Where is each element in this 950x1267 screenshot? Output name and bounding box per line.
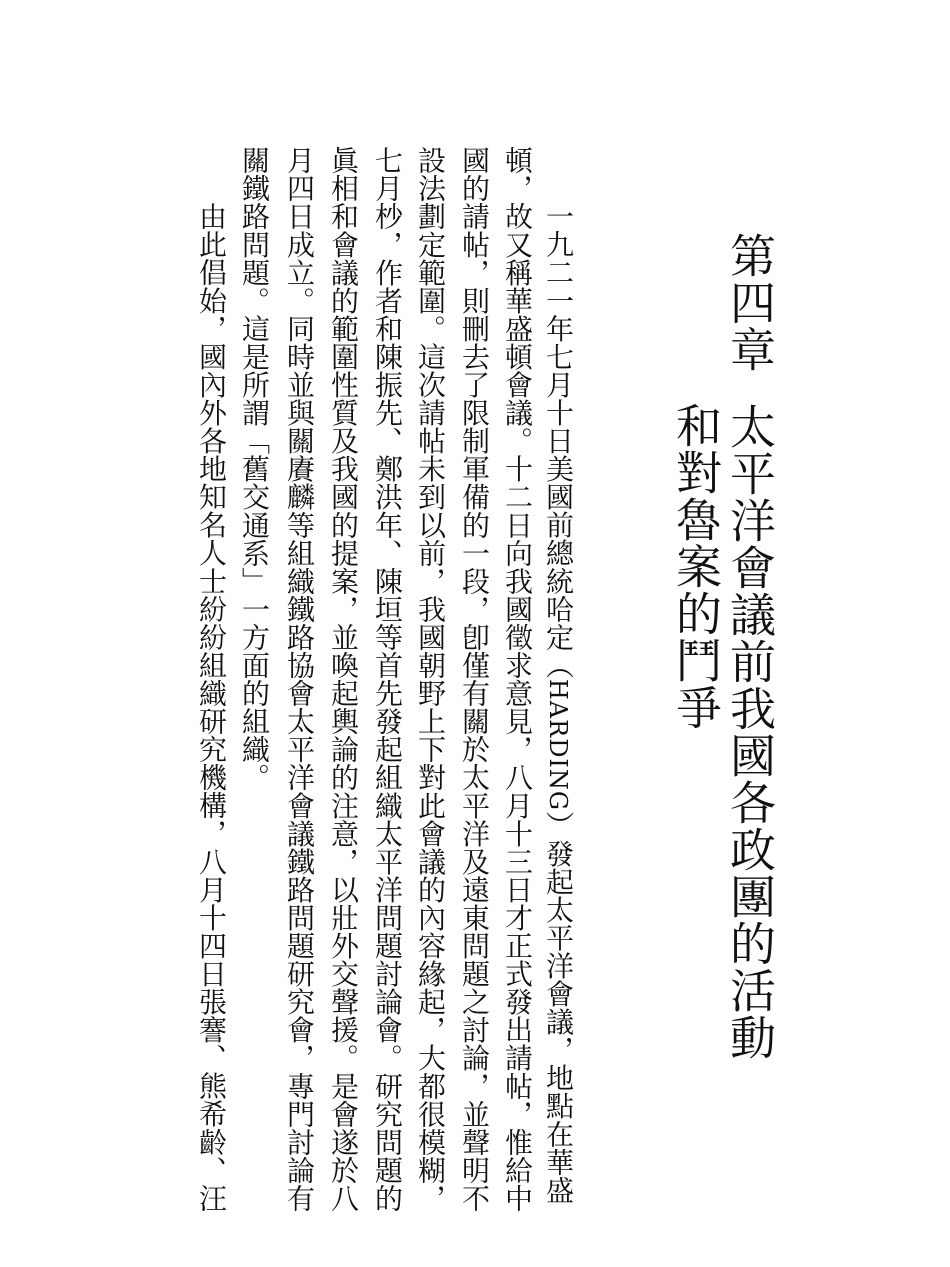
- body-line-3: 國的請帖，則刪去了限制軍備的一段，卽僅有關於太平洋及遠東問題之討論，並聲明不: [458, 146, 491, 1212]
- body-line-9: 由此倡始，國內外各地知名人士紛紛組織研究機構，八月十四日張謇、熊希齡、汪: [195, 202, 228, 1212]
- body-line-4: 設法劃定範圍。這次請帖未到以前，我國朝野上下對此會議的內容緣起，大都很模糊，: [414, 146, 447, 1212]
- chapter-title-line-1: 太平洋會議前我國各政團的活動: [723, 403, 777, 1061]
- body-line-2: 頓，故又稱華盛頓會議。十二日向我國徵求意見，八月十三日才正式發出請帖，惟給中: [501, 146, 534, 1212]
- body-line-8: 關鐵路問題。這是所謂「舊交通系」一方面的組織。: [238, 146, 271, 792]
- latin-name: HARDING: [544, 678, 572, 812]
- chapter-title-line-2: 和對魯案的鬥爭: [669, 402, 723, 731]
- body-line-7: 月四日成立。同時並與關賡麟等組織鐵路協會太平洋會議鐵路問題研究會，專門討論有: [283, 146, 316, 1212]
- body-line-5: 七月杪，作者和陳振先、鄭洪年、陳垣等首先發起組織太平洋問題討論會。研究問題的: [371, 146, 404, 1212]
- chapter-subtitle: [669, 402, 723, 731]
- body-line-6: 眞相和會議的範圍性質及我國的提案，並喚起輿論的注意，以壯外交聲援。是會遂於八: [327, 146, 360, 1212]
- chapter-heading: 第四章: [723, 232, 777, 373]
- body-line-1: 一九二一年七月十日美國前總統哈定（HARDING）發起太平洋會議，地點在華盛: [542, 202, 575, 1204]
- chapter-title: [723, 232, 777, 1061]
